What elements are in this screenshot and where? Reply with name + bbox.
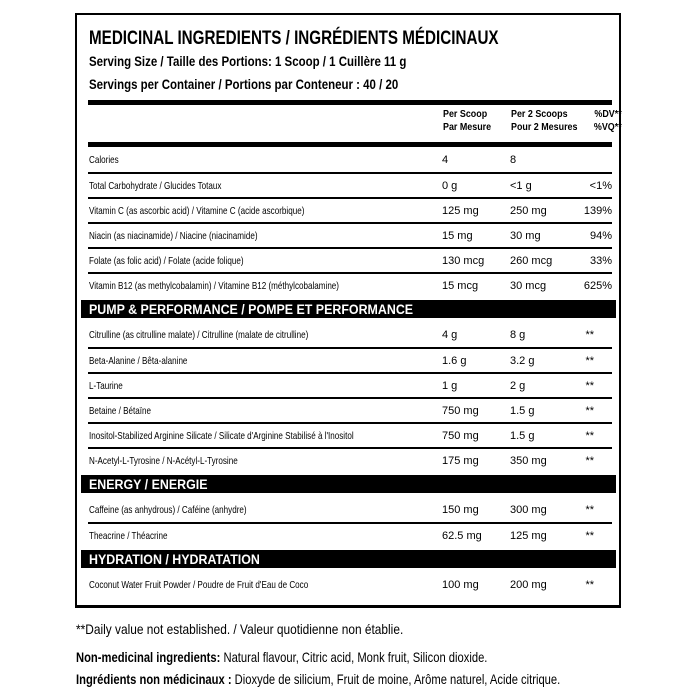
table-row-folate (88, 247, 612, 272)
per-scoop-value: 4 g (442, 328, 458, 341)
table-row-vitamin-b12 (88, 272, 612, 297)
per-scoop-value: 175 mg (442, 454, 479, 467)
ingredient-name: Coconut Water Fruit Powder / Poudre de Fruit d'Eau de Coco (89, 578, 309, 591)
daily-value: ** (585, 503, 594, 516)
per-2-scoops-value: 125 mg (510, 529, 547, 542)
ingredient-name: Inositol-Stabilized Arginine Silicate / Silicate d'Arginine Stabilisé à l'Inositol (89, 429, 354, 442)
daily-value: ** (585, 354, 594, 367)
per-2-scoops-value: 30 mcg (510, 279, 547, 292)
per-scoop-value: 1.6 g (442, 354, 467, 367)
table-row-citrulline (88, 322, 612, 347)
table-row-total-carbohydrate (88, 172, 612, 197)
ingredient-name: Theacrine / Théacrine (89, 529, 168, 542)
servings-per-container-line: Servings per Container / Portions par Conteneur : 40 / 20 (89, 77, 399, 92)
per-2-scoops-value: 8 g (510, 328, 526, 341)
section-header-energy: ENERGY / ENERGIE (81, 475, 616, 493)
ingredient-name: Total Carbohydrate / Glucides Totaux (89, 179, 222, 192)
daily-value: 33% (589, 254, 612, 267)
ingredient-name: Betaine / Bétaïne (89, 404, 152, 417)
daily-value: ** (585, 429, 594, 442)
panel-title (89, 27, 607, 49)
table-row-theacrine (88, 522, 612, 547)
non-medicinal-text-en: Natural flavour, Citric acid, Monk fruit, Silicon dioxide. (220, 649, 488, 665)
daily-value: ** (585, 328, 594, 341)
table-row-caffeine (88, 497, 612, 522)
ingredient-name: Vitamin C (as ascorbic acid) / Vitamine C (acide ascorbique) (89, 204, 305, 217)
ingredient-name: Calories (89, 153, 119, 166)
per-2-scoops-value: 30 mg (510, 229, 541, 242)
per-scoop-value: 750 mg (442, 404, 479, 417)
non-medicinal-text-fr: Dioxyde de silicium, Fruit de moine, Arôme naturel, Acide citrique. (231, 671, 561, 687)
column-header-per-scoop: Per Scoop Par Mesure (443, 108, 492, 133)
table-row-niacin (88, 222, 612, 247)
panel-title-text: MEDICINAL INGREDIENTS / INGRÉDIENTS MÉDICINAUX (89, 27, 499, 49)
supplement-facts-panel (75, 13, 621, 608)
section-header-pump-performance: PUMP & PERFORMANCE / POMPE ET PERFORMANCE (81, 300, 616, 318)
per-scoop-value: 15 mcg (442, 279, 479, 292)
section-header-hydration: HYDRATION / HYDRATATION (81, 550, 616, 568)
per-scoop-value: 130 mcg (442, 254, 485, 267)
per-2-scoops-value: <1 g (510, 179, 532, 192)
non-medicinal-label-en: Non-medicinal ingredients: (76, 649, 221, 665)
ingredient-name: Citrulline (as citrulline malate) / Citrulline (malate de citrulline) (89, 328, 309, 341)
ingredient-name: Folate (as folic acid) / Folate (acide folique) (89, 254, 244, 267)
per-2-scoops-value: 300 mg (510, 503, 547, 516)
per-scoop-value: 4 (442, 153, 449, 166)
per-2-scoops-value: 2 g (510, 379, 526, 392)
ingredient-name: N-Acetyl-L-Tyrosine / N-Acétyl-L-Tyrosine (89, 454, 238, 467)
ingredient-name: Caffeine (as anhydrous) / Caféine (anhydre) (89, 503, 247, 516)
column-header-daily-value: %DV** %VQ** (594, 108, 622, 133)
per-2-scoops-value: 3.2 g (510, 354, 535, 367)
per-2-scoops-value: 260 mcg (510, 254, 553, 267)
daily-value: 94% (589, 229, 612, 242)
non-medicinal-ingredients-fr (76, 671, 681, 687)
daily-value: 625% (583, 279, 612, 292)
non-medicinal-ingredients-en (76, 649, 590, 665)
table-row-coconut-water (88, 572, 612, 597)
ingredient-name: Niacin (as niacinamide) / Niacine (niacinamide) (89, 229, 258, 242)
table-row-betaine (88, 397, 612, 422)
daily-value: 139% (583, 204, 612, 217)
table-row-inositol-arginine-silicate (88, 422, 612, 447)
serving-size-line: Serving Size / Taille des Portions: 1 Scoop / 1 Cuillère 11 g (89, 54, 407, 69)
per-2-scoops-value: 200 mg (510, 578, 547, 591)
per-scoop-value: 0 g (442, 179, 458, 192)
per-scoop-value: 750 mg (442, 429, 479, 442)
per-scoop-value: 100 mg (442, 578, 479, 591)
daily-value-footnote: **Daily value not established. / Valeur quotidienne non établie. (76, 621, 404, 637)
per-2-scoops-value: 1.5 g (510, 404, 535, 417)
per-scoop-value: 150 mg (442, 503, 479, 516)
daily-value: ** (585, 454, 594, 467)
per-scoop-value: 62.5 mg (442, 529, 482, 542)
per-scoop-value: 15 mg (442, 229, 473, 242)
ingredient-name: Beta-Alanine / Bêta-alanine (89, 354, 188, 367)
per-scoop-value: 125 mg (442, 204, 479, 217)
table-row-beta-alanine (88, 347, 612, 372)
table-row-n-acetyl-l-tyrosine (88, 447, 612, 472)
ingredient-name: L-Taurine (89, 379, 123, 392)
daily-value: ** (585, 529, 594, 542)
per-2-scoops-value: 8 (510, 153, 517, 166)
per-2-scoops-value: 250 mg (510, 204, 547, 217)
table-row-calories (88, 147, 612, 172)
per-2-scoops-value: 1.5 g (510, 429, 535, 442)
column-header-per-2-scoops: Per 2 Scoops Pour 2 Mesures (511, 108, 578, 133)
daily-value: <1% (589, 179, 612, 192)
per-2-scoops-value: 350 mg (510, 454, 547, 467)
non-medicinal-label-fr: Ingrédients non médicinaux : (76, 671, 232, 687)
daily-value: ** (585, 578, 594, 591)
daily-value: ** (585, 379, 594, 392)
daily-value: ** (585, 404, 594, 417)
per-scoop-value: 1 g (442, 379, 458, 392)
ingredient-name: Vitamin B12 (as methylcobalamin) / Vitamine B12 (méthylcobalamine) (89, 279, 340, 292)
table-row-vitamin-c (88, 197, 612, 222)
table-row-l-taurine (88, 372, 612, 397)
column-headers (88, 105, 622, 137)
